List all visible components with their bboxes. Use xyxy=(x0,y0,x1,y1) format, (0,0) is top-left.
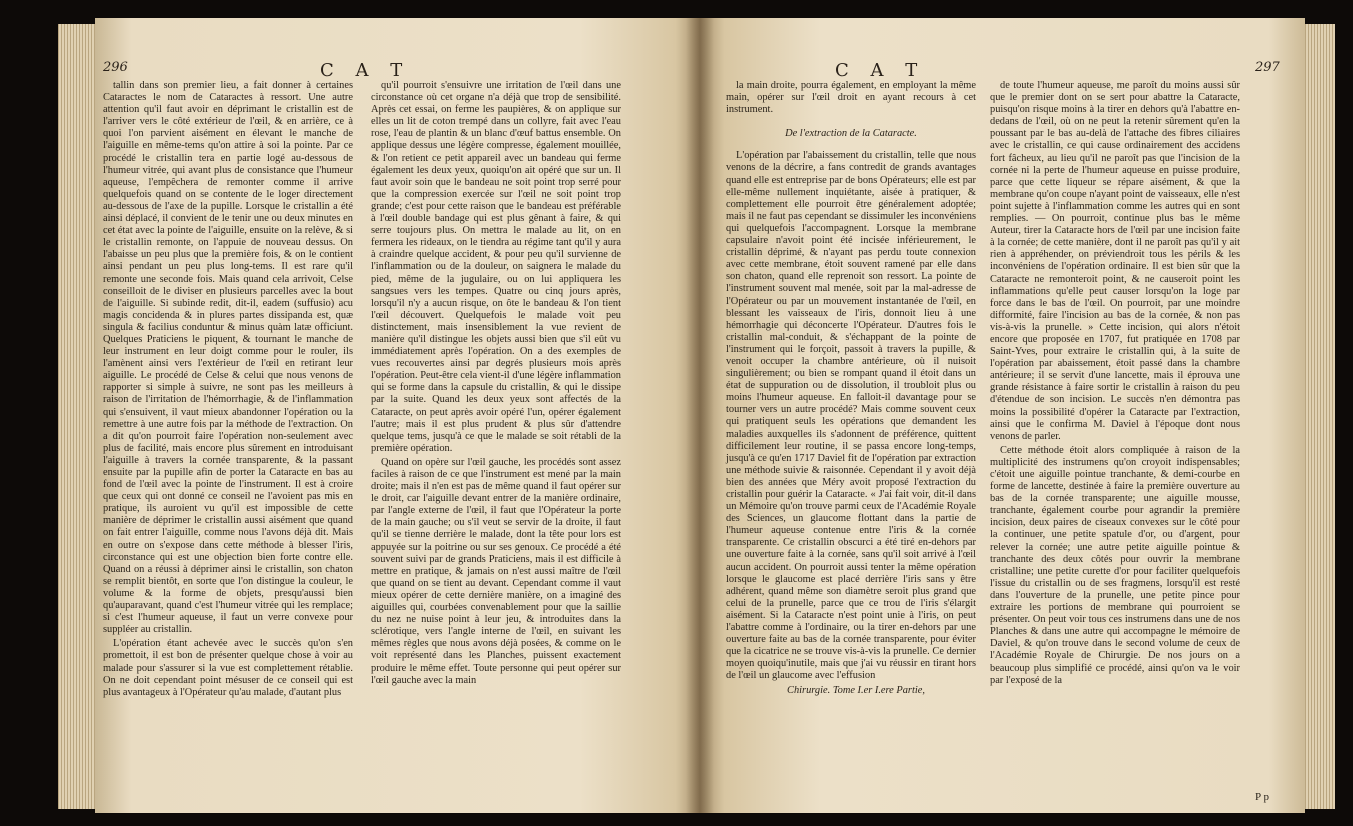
paragraph: tallin dans son premier lieu, a fait donner à certaines Cataractes le nom de Cataractes à ressort. Une autre attention qu'il faut avoir en déprimant le cristallin est de l'arriver vers le côté extérieur de l'œil, & en arrière, ce à quoi l'on parvient aisément en élevant le manche de l'aiguille en même-tems qu'on attire à soi la pointe. Par ce procédé le cristallin tera en partie logé au-dessous de l'humeur vitrée, qui avant plus de consistance que l'humeur aqueuse, l'empêchera de remonter comme il arrive quelquefois quand on se contente de le loger directement au-dessous de l'axe de la pupille. Lorsque le cristallin a été ainsi déplacé, il convient de le tenir une ou deux minutes en cet état avec la pointe de l'aiguille, ensuite on la relève, & si le cristallin remonte, on l'appuie de nouveau dessus. On l'abaisse un peu plus que la première fois, & on le contient ainsi pendant un peu plus long-tems. Il est rare qu'il remonte une seconde fois. Mais quand cela arrivoit, Celse conseilloit de le diviser en plusieurs parcelles avec la bout de l'aiguille. Si subinde redit, dit-il, eadem (suffusio) acu magis concidenda & in plures partes dissipanda est, quæ singula & facilius conduntur & minus quàm latæ officiunt. Quelques Praticiens le piquent, & tournant le manche de leur instrument en leur doigt comme pour le rouler, ils l'amènent ainsi vers l'extérieur de l'œil en retirant leur aiguille. Le procédé de Celse & celui que nous venons de rapporter si simple à suivre, ne sont pas les meilleurs à raison de l'irritation de l'hémorrhagie, & de l'inflammation qui s'ensuivent, il vaut mieux abandonner l'opération ou la remettre à une autre fois par la méthode de l'extraction. On a dit qu'on pourroit faire l'opération non-seulement avec plus de facilité, mais encore plus sûrement en introduisant l'aiguille à travers la cornée transparente, & la passant ensuite par la pupille afin de porter la Cataracte en bas au fond de l'œil avec la pointe de l'instrument. Il est à croire que ceux qui ont donné ce conseil ne l'avoient pas mis en pratique, ils auroient vu qu'il est impossible de cette manière de déprimer le cristallin aussi aisément que quand on fait entrer l'aiguille, comme nous l'avons déjà dit. Mais en outre on s'expose dans cette méthode à blesser l'iris, circonstance qui est une objection bien forte contre elle. Quand on a réussi à déprimer ainsi le cristallin, son chaton se remplit bientôt, en sorte que l'on distingue la couleur, le volume & la forme de objets, presqu'aussi bien qu'auparavant, quand c'est l'humeur vitrée qui les remplace; si c'est l'humeur aqueuse, il faut un verre convexe pour suppléer au cristallin. xyxy=(103,80,353,636)
left-page xyxy=(95,18,700,813)
paragraph: L'opération étant achevée avec le succès qu'on s'en promettoit, il est bon de présenter quelque chose à voir au malade pour s'assurer si la vue est complettement rétablie. On ne doit cependant point mésuser de ce conseil qui est plus avantageux à l'Opérateur qu'au malade, d'autant plus xyxy=(103,638,353,698)
paragraph: Cette méthode étoit alors compliquée à raison de la multiplicité des instrumens qu'on croyoit indispensables; c'étoit une aiguille pointue tranchante, & demi-courbe en forme de lancette, destinée à faire la première ouverture au bas de la cornée transparente; une aiguille mousse, tranchante, également courbe pour agrandir la première incision, deux paires de ciseaux convexes sur le côté pour la continuer, une petite spatule d'or, ou d'argent, pour relever la cornée; une autre petite aiguille pointue & tranchante des deux côtés pour ouvrir la membrane cristalline; une petite curette d'or pour faciliter quelquefois l'issue du cristallin ou de ses fragmens, lorsqu'il est resté dans l'ouverture de la prunelle, une petite pince pour extraire les portions de membrane qui pourroient se présenter. On peut voir tous ces instrumens dans une de nos Planches & dans une autre qui accompagne le mémoire de Daviel, & qu'on trouve dans le second volume de ceux de l'Académie Royale de Chirurgie. De nos jours on a beaucoup plus simplifié ce procédé, ainsi qu'on va le voir par l'exposé de la xyxy=(990,444,1240,686)
page-number-left: 296 xyxy=(103,60,128,75)
book-gutter xyxy=(686,18,714,813)
right-column-2 xyxy=(990,80,1240,689)
running-head-right: C A T xyxy=(835,60,926,81)
page-number-right: 297 xyxy=(1255,60,1280,75)
open-book xyxy=(20,8,1338,820)
left-page-edges xyxy=(58,24,98,809)
right-page-edges xyxy=(1305,24,1335,809)
paragraph: L'opération par l'abaissement du cristallin, telle que nous venons de la décrire, a fans contredit de grands avantages quand elle est entreprise par de bons Opérateurs; elle est par elle-même nullement inquiétante, aisée à pratiquer, & complettement elle pourroit être généralement adoptée; mais il ne faut pas cependant se dissimuler les inconvéniens qui quelquefois l'accompagnent. Lorsque la membrane capsulaire n'avoit point été incisée inférieurement, le cristallin déprimé, & n'ayant pas perdu toute connexion avec cette membrane, étoit souvent ramené par elle dans son chaton, quand elle reprenoit son ressort. La pointe de l'instrument souvent mal menée, soit par la mal-adresse de l'Opérateur ou par un mouvement instantanée de l'œil, en blessant les vaisseaux de l'iris, donnoit lieu à une hémorrhagie qui déconcerte l'Opérateur. D'autres fois le cristallin mal-conduit, & s'échappant de la pointe de l'instrument qui le forçoit, passoit à travers la pupille, & venoit occuper la chambre antérieure, où il nuisoit singulièrement; ou bien se rompant quand il étoit dans un état de suppuration ou de dissolution, il troubloit plus ou moins l'humeur aqueuse. En falloit-il davantage pour se tourner vers un autre procédé? Mais comme souvent ceux qui pratiquent seuls les opérations que demandent les maladies auxquelles ils s'adonnent de préférence, quittent difficilement leur routine, il se passa encore long-temps, jusqu'à ce qu'en 1717 Daviel fit de l'opération par extraction une méthode suivie & raisonnée. Cependant il y avoit déjà bien des années que Méry avoit proposé l'extraction du cristallin pour guérir la Cataracte. « J'ai fait voir, dit-il dans un Mémoire qu'on trouve parmi ceux de l'Académie Royale des Sciences, un glaucome flottant dans la partie de l'humeur aqueuse contenue entre l'iris & la cornée transparente. Ce cristallin obscurci a été tiré en-dehors par une ouverture faite à la cornée, sans qu'il soit arrivé à l'œil aucun accident. On pourroit aussi tenter la même opération lorsque le glaucome est placé derrière l'iris sans y être adhérent, quand même son diamètre seroit plus grand que celui de la prunelle, parce que ce trou de l'iris s'élargit aisément. Si la Cataracte n'est point unie à l'iris, on peut l'abattre comme à l'ordinaire, ou la tirer en-dehors par une ouverture faite au bas de la cornée transparente, pour éviter que la cicatrice ne se trouve vis-à-vis la prunelle. Ce dernier moyen quoiqu'inutile, mais que j'ai vu réussir en tirant hors de l'œil un glaucome avec l'effusion xyxy=(726,150,976,682)
right-page xyxy=(700,18,1305,813)
paragraph: Quand on opère sur l'œil gauche, les procédés sont assez faciles à raison de ce que l'instrument est mené par la main droite; mais il n'en est pas de même quand il faut opérer sur le droit, car l'aiguille devant entrer de la manière ordinaire, par l'angle externe de l'œil, il faut que l'Opérateur la porte de la main gauche; ou s'il veut se servir de la droite, il faut qu'il se tienne derrière le malade, dont la tête pour lors est appuyée sur la poitrine ou sur ses genoux. Ce procédé a été souvent suivi par de grands Praticiens, mais il est difficile à mettre en pratique, & jamais on n'est aussi maître de l'œil que quand on se tient au devant. Cependant comme il vaut mieux opérer de cette dernière manière, on a imaginé des aiguilles qui, courbées convenablement pour que la saillie du nez ne nuise point à leur jeu, & introduites dans la sclérotique, vers l'angle interne de l'œil, en suivant les mêmes règles que nous avons déjà posées, & comme on le voit représenté dans les Planches, puissent exactement produire le même effet. Toute personne qui peut opérer sur l'œil gauche avec la main xyxy=(371,456,621,686)
page-footer: Chirurgie. Tome I.er I.ere Partie, xyxy=(787,684,925,696)
running-head-left: C A T xyxy=(320,60,411,81)
right-column-1 xyxy=(726,80,976,699)
left-column-2 xyxy=(371,80,621,689)
signature-mark: P p xyxy=(1255,791,1269,803)
paragraph: de toute l'humeur aqueuse, me paroît du moins aussi sûr que le premier dont on se sert pour abattre la Cataracte, puisqu'on risque moins à la tirer en dehors qu'à l'abattre en-dedans de l'œil, où on ne peut la retenir sûrement qu'en la poussant par le bas au-delà de l'attache des fibres ciliaires avec le cristallin, ce qui cause ordinairement des accidens fort fâcheux, au lieu qu'il ne paroît pas que l'incision de la cornée ni la perte de l'humeur aqueuse en puisse produire, parce que cette liqueur se répare aisément, & que la membrane qu'on coupe n'ayant point de vaisseaux, elle n'est point sujette à l'inflammation comme les autres qui en sont remplies. — On pourroit, continue plus bas le même Auteur, tirer la Cataracte hors de l'œil par une incision faite à la cornée; de cette manière, dont il ne paroît pas qu'il y ait rien à appréhender, on préviendroit tous les périls & les inconvéniens de l'opération ordinaire. Il est bien sûr que la Cataracte ne remonteroit point, & ne causeroit point les inflammations qu'elle peut causer lorsqu'on la loge par force dans le bas de l'œil. On pourroit, par une moindre difformité, faire l'incision au bas de la cornée, & non pas vis-à-vis la prunelle. » Cette incision, qui alors n'étoit encore que proposée en 1707, fut pratiquée en 1708 par Saint-Yves, pour extraire le cristallin qui, à la suite de l'opération par abaissement, étoit passé dans la chambre antérieure; il se servit d'une lancette, mais il éprouva une grande résistance à faire sortir le cristallin à raison du peu d'étendue de son incision. Le succès n'en démontra pas moins la possibilité d'opérer la Cataracte par l'extraction, ainsi que le confirma M. Daviel à l'époque dont nous venons de parler. xyxy=(990,80,1240,442)
paragraph: qu'il pourroit s'ensuivre une irritation de l'œil dans une circonstance où cet organe n'a déjà que trop de sensibilité. Après cet essai, on ferme les paupières, & on applique sur elles un lit de coton trempé dans un collyre, fait avec l'eau rose, l'eau de plantin & un blanc d'œuf battus ensemble. On applique dessus une légère compresse, également mouillée, & l'on retient ce petit appareil avec un bandeau qui ferme également les deux yeux, quoiqu'on ait opéré que sur un. Il faut avoir soin que le bandeau ne soit point trop serré pour que la compression exercée sur l'œil ne soit point trop grande; c'est pour cette raison que le bandeau est préférable à l'œil double bandage qui est plus gênant à faire, & qui serre toujours plus. On mettra le malade au lit, on en fermera les rideaux, on le tiendra au régime tant qu'il y aura à craindre quelque accident, & pour peu qu'il survienne de l'inflammation ou de la douleur, on saignera le malade du pied, même de la jugulaire, ou on lui appliquera les sangsues vers les tempes. Quatre ou cinq jours après, lorsqu'il n'y a aucun risque, on ôte le bandeau & l'on tient l'œil découvert. Quelquefois le malade voit peu distinctement, mais insensiblement la vue revient de manière qu'il distingue les objets aussi bien que s'il eût vu immédiatement après l'opération. On a des exemples de vues recouvertes ainsi par degrés plusieurs mois après l'opération. Peut-être cela vient-il d'une légère inflammation qui se forme dans la capsule du cristallin, & qui le dissipe par la suite. Quand les deux yeux sont affectés de la Cataracte, on peut après avoir opéré l'un, opérer également l'autre; mais il est plus prudent & plus sûr d'attendre quelque tems, jusqu'à ce que le malade se soit rétabli de la première opération. xyxy=(371,80,621,454)
left-column-1 xyxy=(103,80,353,701)
section-title: De l'extraction de la Cataracte. xyxy=(785,128,917,140)
paragraph: la main droite, pourra également, en employant la même main, opérer sur l'œil droit en ayant recours à cet instrument. xyxy=(726,80,976,116)
